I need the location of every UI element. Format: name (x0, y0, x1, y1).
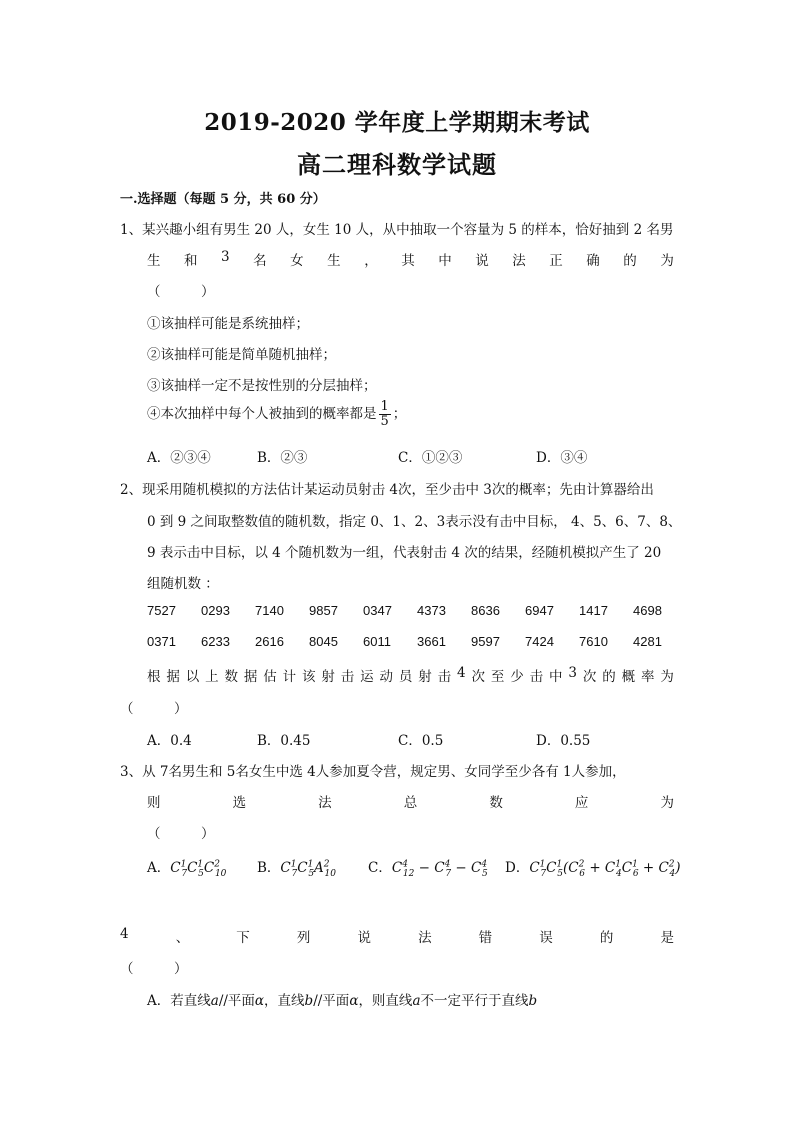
q3-option-b[interactable] (257, 856, 336, 879)
word: 射 (418, 669, 432, 685)
text-run: ，直线 (264, 993, 305, 1009)
q3-option-b-formula: $C^1_7C^1_5A^2_{10}$ (280, 859, 336, 879)
q4-paren: （ ） (120, 961, 188, 977)
q1-line2 (147, 249, 674, 269)
word: 确 (586, 253, 600, 269)
word: 下 (236, 930, 250, 946)
word: 和 (184, 253, 198, 269)
word: 次 (582, 669, 597, 685)
q3-paren: （ ） (147, 826, 215, 842)
word: 的 (602, 669, 616, 685)
math-symbol: a (412, 993, 421, 1009)
q2-option-a[interactable]: A．0.4 (147, 733, 192, 749)
fraction-numerator: 1 (380, 399, 389, 414)
math-symbol: α (349, 993, 359, 1009)
q2-line1: 2、现采用随机模拟的方法估计某运动员射击 4次，至少击中 3次的概率；先由计算器给出 (120, 482, 654, 498)
word: 3 (221, 249, 230, 265)
text-run: 不一定平行于直线 (420, 993, 529, 1009)
word: 是 (660, 930, 674, 946)
word: 误 (539, 930, 553, 946)
word: 4 (120, 926, 129, 942)
random-number: 6233 (201, 634, 230, 649)
random-number: 6947 (525, 603, 554, 618)
q3-option-b-label: B． (257, 860, 281, 876)
random-number: 0371 (147, 634, 176, 649)
q1-option-d[interactable]: D．③④ (536, 450, 588, 466)
word: 为 (660, 669, 674, 685)
q4-option-a[interactable] (147, 989, 537, 1009)
q3-option-d-formula: $C^1_7C^1_5(C^2_6 + C^1_4C^1_6 + C^2_4)$ (529, 859, 681, 879)
word: 法 (318, 795, 332, 811)
text-run: //平面 (218, 993, 255, 1009)
word: 击 (529, 669, 544, 685)
q1-s4-suffix: ； (392, 406, 407, 422)
word: 概 (621, 669, 636, 685)
random-number: 7140 (255, 603, 284, 618)
math-symbol: b (528, 993, 538, 1009)
random-number: 3661 (417, 634, 446, 649)
word: 上 (205, 669, 219, 685)
q2-line2: 0 到 9 之间取整数值的随机数，指定 0、1、2、3表示没有击中目标， 4、5、6、7、8、 (147, 514, 682, 530)
q1-option-b[interactable]: B．②③ (257, 450, 308, 466)
word: 据 (166, 669, 180, 685)
word: ， (364, 253, 378, 269)
word: 其 (401, 253, 415, 269)
word: 正 (549, 253, 563, 269)
random-number: 1417 (579, 603, 608, 618)
random-number: 0293 (201, 603, 230, 618)
random-number: 8045 (309, 634, 338, 649)
random-number: 9857 (309, 603, 338, 618)
q3-option-a-formula: $C^1_7C^1_5C^2_{10}$ (170, 859, 227, 879)
word: 名 (253, 253, 267, 269)
word: 则 (147, 795, 161, 811)
word: 以 (185, 669, 200, 685)
word: 动 (379, 669, 393, 685)
random-number: 7527 (147, 603, 176, 618)
word: 次 (471, 669, 485, 685)
word: 4 (457, 665, 466, 681)
q2-paren: （ ） (120, 701, 188, 717)
exam-subtitle: 高二理科数学试题 (297, 150, 497, 179)
word: 应 (574, 795, 589, 811)
word: 计 (282, 669, 297, 685)
word: 3 (568, 665, 577, 681)
q2-line4: 组随机数 ： (147, 576, 219, 592)
word: 选 (232, 795, 247, 811)
random-number: 4281 (633, 634, 662, 649)
word: 中 (438, 253, 452, 269)
q3-option-c-formula: $C^4_{12} - C^4_7 - C^4_5$ (391, 859, 488, 879)
math-symbol: a (210, 993, 219, 1009)
word: 法 (418, 930, 432, 946)
word: 运 (360, 669, 374, 685)
q4-line1 (120, 926, 674, 946)
random-number: 2616 (255, 634, 284, 649)
word: 数 (224, 669, 238, 685)
fraction-denominator: 5 (380, 414, 389, 429)
word: 中 (548, 669, 563, 685)
section-heading: 一.选择题（每题 5 分，共 60 分） (120, 192, 326, 207)
q3-option-c[interactable] (368, 856, 488, 879)
random-number: 9597 (471, 634, 500, 649)
word: 该 (302, 669, 316, 685)
word: 、 (175, 930, 190, 946)
q2-option-d[interactable]: D．0.55 (536, 733, 591, 749)
random-number: 0347 (363, 603, 392, 618)
random-number: 8636 (471, 603, 500, 618)
random-number: 4373 (417, 603, 446, 618)
word: 数 (489, 795, 503, 811)
word: 至 (490, 669, 505, 685)
word: 错 (478, 930, 493, 946)
q3-option-a-label: A． (147, 860, 171, 876)
q1-s4-prefix: ④本次抽样中每个人被抽到的概率都是 (147, 406, 377, 422)
word: 为 (660, 253, 674, 269)
word: 的 (599, 930, 614, 946)
word: 法 (512, 253, 526, 269)
math-symbol: α (254, 993, 265, 1009)
q3-option-d[interactable] (505, 856, 681, 879)
word: 生 (327, 253, 341, 269)
q1-option-c[interactable]: C．①②③ (398, 450, 463, 466)
q3-option-d-label: D． (505, 860, 530, 876)
q2-option-b[interactable]: B．0.45 (257, 733, 311, 749)
q3-line1: 3、从 7名男生和 5名女生中选 4人参加夏令营，规定男、女同学至少各有 1人参加， (120, 764, 626, 780)
word: 总 (403, 795, 418, 811)
exam-title: 2019-2020 学年度上学期期末考试 (204, 109, 590, 136)
q2-line5 (147, 665, 674, 685)
math-symbol: b (304, 993, 314, 1009)
word: 率 (640, 669, 655, 685)
q3-line2 (147, 791, 674, 811)
q1-statement-4 (147, 400, 406, 429)
word: 女 (290, 253, 304, 269)
word: 员 (398, 669, 413, 685)
word: 说 (475, 253, 489, 269)
q3-option-c-label: C． (368, 860, 392, 876)
q2-option-c[interactable]: C．0.5 (398, 733, 444, 749)
word: 击 (340, 669, 355, 685)
random-number: 6011 (363, 634, 391, 649)
random-number: 4698 (633, 603, 662, 618)
q3-option-a[interactable] (147, 856, 226, 879)
q1-statement-1: ①该抽样可能是系统抽样； (147, 316, 309, 332)
word: 少 (510, 669, 524, 685)
q2-line3: 9 表示击中目标，以 4 个随机数为一组，代表射击 4 次的结果，经随机模拟产生了 20 (147, 545, 662, 561)
word: 列 (296, 930, 311, 946)
word: 估 (263, 669, 277, 685)
word: 为 (660, 795, 674, 811)
fraction (379, 400, 391, 429)
word: 击 (437, 669, 452, 685)
q1-statement-3: ③该抽样一定不是按性别的分层抽样； (147, 378, 377, 394)
random-number: 7424 (525, 634, 554, 649)
q1-option-a[interactable]: A．②③④ (147, 450, 211, 466)
text-run: ，则直线 (358, 993, 413, 1009)
q1-paren: （ ） (147, 284, 215, 300)
word: 根 (147, 669, 161, 685)
word: 说 (357, 930, 371, 946)
word: 生 (147, 253, 161, 269)
random-number: 7610 (579, 634, 608, 649)
word: 的 (623, 253, 637, 269)
word: 射 (321, 669, 335, 685)
q1-line1: 1、某兴趣小组有男生 20 人，女生 10 人，从中抽取一个容量为 5 的样本，恰好抽到 2 名男 (120, 222, 674, 238)
text-run: //平面 (313, 993, 350, 1009)
word: 据 (243, 669, 258, 685)
text-run: A．若直线 (147, 993, 211, 1009)
q1-statement-2: ②该抽样可能是简单随机抽样； (147, 347, 336, 363)
